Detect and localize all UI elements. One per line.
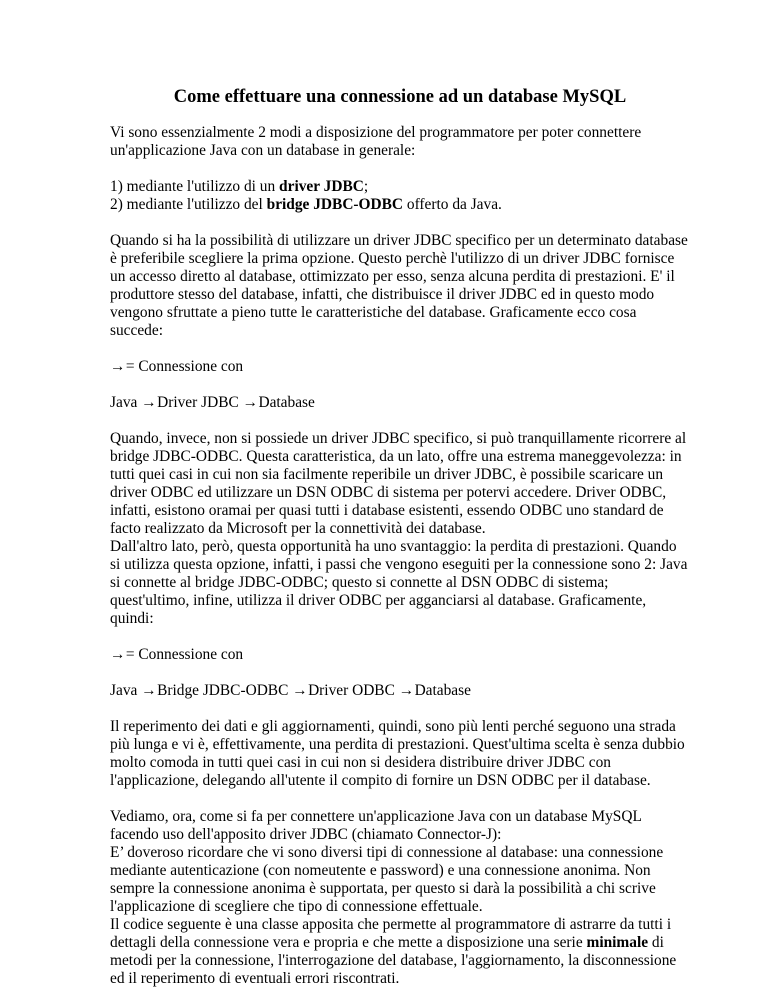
intro-paragraph: Vi sono essenzialmente 2 modi a disposizione del programmatore per poter connettere un'applicazione Java con un database in generale: bbox=[110, 124, 642, 159]
mysql-text-3-post: di metodi per la connessione, l'interrogazione del database, l'aggiornamento, la disconnessione ed il reperimento di eventuali errori riscontrati. bbox=[110, 934, 677, 987]
arrow-icon: → bbox=[242, 394, 258, 411]
arrow-icon: → bbox=[141, 394, 157, 411]
document-title: Come effettuare una connessione ad un database MySQL bbox=[173, 87, 627, 107]
legend-text: = Connessione con bbox=[125, 646, 244, 663]
flow-node: Driver JDBC bbox=[157, 394, 239, 411]
list-item-text: offerto da Java. bbox=[403, 196, 502, 213]
list-item-bold: driver JDBC bbox=[279, 178, 364, 195]
legend-1 bbox=[110, 358, 690, 376]
flow-node: Bridge JDBC-ODBC bbox=[157, 682, 289, 699]
list-item bbox=[110, 178, 690, 196]
flow-diagram-2 bbox=[110, 682, 690, 700]
flow-node: Java bbox=[110, 682, 138, 699]
flow-node: Driver ODBC bbox=[308, 682, 395, 699]
flow-node: Database bbox=[258, 394, 315, 411]
jdbc-paragraph: Quando si ha la possibilità di utilizzare un driver JDBC specifico per un determinato database è preferibile scegliere la prima opzione. Questo perchè l'utilizzo di un driver JDBC fornisce un accesso diretto al database, ottimizzato per esso, senza alcuna perdita di prestazioni. E' il produttore stesso del database, infatti, che distribuisce il driver JDBC ed in questo modo vengono sfruttate a pieno tutte le caratteristiche del database. Graficamente ecco cosa succede: bbox=[110, 232, 688, 339]
list-item-bold: bridge JDBC-ODBC bbox=[266, 196, 404, 213]
arrow-icon: → bbox=[141, 682, 157, 699]
mysql-text-2: E’ doveroso ricordare che vi sono diversi tipi di connessione al database: una connessione mediante autenticazione (con nomeutente e password) e una connessione anonima. Non sempre la connessione anonima è supportata, per questo si darà la possibilità a chi scrive l'applicazione di scegliere che tipo di connessione effettuale. bbox=[110, 844, 664, 915]
odbc-text-2: Dall'altro lato, però, questa opportunità ha uno svantaggio: la perdita di prestazioni. Quando si utilizza questa opzione, infatti, i passi che vengono eseguiti per la connessione sono 2: Java si connette al bridge JDBC-ODBC; questo si connette al DSN ODBC di sistema; quest'ultimo, infine, utilizza il driver ODBC per agganciarsi al database. Graficamente, quindi: bbox=[110, 538, 688, 627]
legend-2 bbox=[110, 646, 690, 664]
mysql-text-3-bold: minimale bbox=[586, 934, 649, 951]
mysql-paragraph bbox=[110, 808, 690, 988]
mysql-text-1: Vediamo, ora, come si fa per connettere un'applicazione Java con un database MySQL facendo uso dell'apposito driver JDBC (chiamato Connector-J): bbox=[110, 808, 642, 843]
flow-node: Java bbox=[110, 394, 138, 411]
list-item bbox=[110, 196, 690, 214]
legend-text: = Connessione con bbox=[125, 358, 244, 375]
arrow-icon: → bbox=[110, 646, 126, 663]
mysql-text-3 bbox=[110, 916, 690, 988]
mysql-text-3-pre: Il codice seguente è una classe apposita che permette al programmatore di astrarre da tutti i dettagli della connessione vera e propria e che mette a disposizione una serie bbox=[110, 916, 672, 951]
arrow-icon: → bbox=[292, 682, 308, 699]
odbc-paragraph bbox=[110, 430, 690, 628]
arrow-icon: → bbox=[110, 358, 126, 375]
odbc-text: Quando, invece, non si possiede un driver JDBC specifico, si può tranquillamente ricorrere al bridge JDBC-ODBC. Questa caratteristica, da un lato, offre una estrema maneggevolezza: in tutti quei casi in cui non sia facilmente reperibile un driver JDBC, è possibile scaricare un driver ODBC ed utilizzare un DSN ODBC di sistema per potervi accedere. Driver ODBC, infatti, esistono oramai per quasi tutti i database esistenti, essendo ODBC uno standard de facto realizzato da Microsoft per la connettività dei database. bbox=[110, 430, 687, 537]
list-item-text: 1) mediante l'utilizzo di un bbox=[110, 178, 280, 195]
performance-paragraph: Il reperimento dei dati e gli aggiornamenti, quindi, sono più lenti perché seguono una strada più lunga e vi è, effettivamente, una perdita di prestazioni. Quest'ultima scelta è senza dubbio molto comoda in tutti quei casi in cui non si desidera distribuire driver JDBC con l'applicazione, delegando all'utente il compito di fornire un DSN ODBC per il database. bbox=[110, 718, 685, 789]
list-item-text: ; bbox=[363, 178, 369, 195]
arrow-icon: → bbox=[398, 682, 415, 699]
document-page bbox=[110, 86, 690, 1006]
list-item-text: 2) mediante l'utilizzo del bbox=[110, 196, 267, 213]
method-list bbox=[110, 178, 690, 214]
flow-diagram-1 bbox=[110, 394, 690, 412]
flow-node: Database bbox=[414, 682, 471, 699]
